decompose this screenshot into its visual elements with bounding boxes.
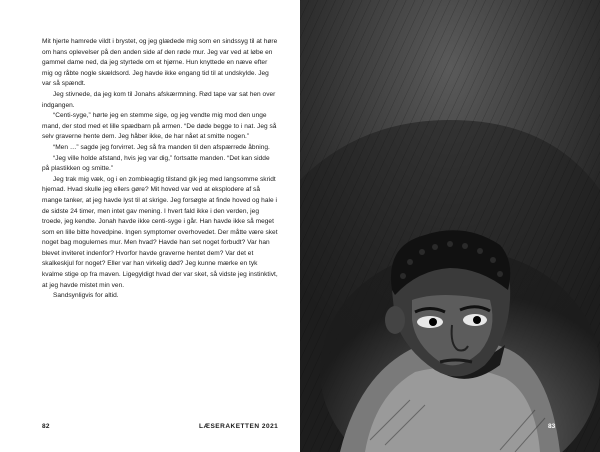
paragraph: Sandsynligvis for altid. xyxy=(53,292,119,300)
page-number-right: 83 xyxy=(548,423,556,430)
page-number-left: 82 xyxy=(42,423,50,430)
boy-portrait-illustration xyxy=(300,0,600,452)
paragraph: “Centi-syge,” hørte jeg en stemme sige, og jeg vendte mig mod den unge mand, der stod med et lille spædbarn på armen. “De døde begge to i nat. Jeg så selv graverne hente dem. Jeg håber ikke, de har nået at smitte nogen.” xyxy=(42,112,277,141)
paragraph: Jeg trak mig væk, og i en zombieagtig tilstand gik jeg med langsomme skridt hjemad. Hvad skulle jeg ellers gøre? Mit hoved var ved at eksplodere af så mange tanker, at jeg havde lyst til at skrige. Jeg forsøgte at finde hoved og hale i de sidste 24 timer, men intet gav mening. I hvert fald ikke i den verden, jeg troede, jeg kendte. Jonah havde ikke centi-syge i går. Han havde ikke så meget som en lille bitte hovedpine. Ingen symptomer overhovedet. Der måtte være sket noget bag mogulernes mur. Men hvad? Havde han set noget forbudt? Var han blevet inviteret indenfor? Hvorfor havde graverne hentet dem? Var det et skalkeskjul for noget? Eller var han virkelig død? Jeg kunne mærke en tyk kvalme stige op fra maven. Ligegyldigt hvad der var sket, så vidste jeg instinktivt, at jeg havde mistet min ven. xyxy=(42,175,278,289)
paragraph: “Men …” sagde jeg forvirret. Jeg så fra manden til den afspærrede åbning. xyxy=(53,143,270,151)
paragraph: Mit hjerte hamrede vildt i brystet, og jeg glædede mig som en sindssyg til at høre om hans oplevelser på den anden side af den røde mur. Jeg var ved at løbe en gammel dame ned, da jeg styrtede om et hjørne. Hun knyttede en næve efter mig og råbte nogle skældsord. Jeg havde ikke engang tid til at undskylde. Jeg var så spændt. xyxy=(42,38,278,88)
body-text xyxy=(42,37,278,302)
right-page xyxy=(300,0,600,452)
paragraph: Jeg stivnede, da jeg kom til Jonahs afskærmning. Rød tape var sat hen over indgangen. xyxy=(42,90,276,109)
running-footer: LÆSERAKETTEN 2021 xyxy=(199,423,279,430)
paragraph: “Jeg ville holde afstand, hvis jeg var dig,” fortsatte manden. “Det kan sidde på plastikken og smitte.” xyxy=(42,154,270,173)
